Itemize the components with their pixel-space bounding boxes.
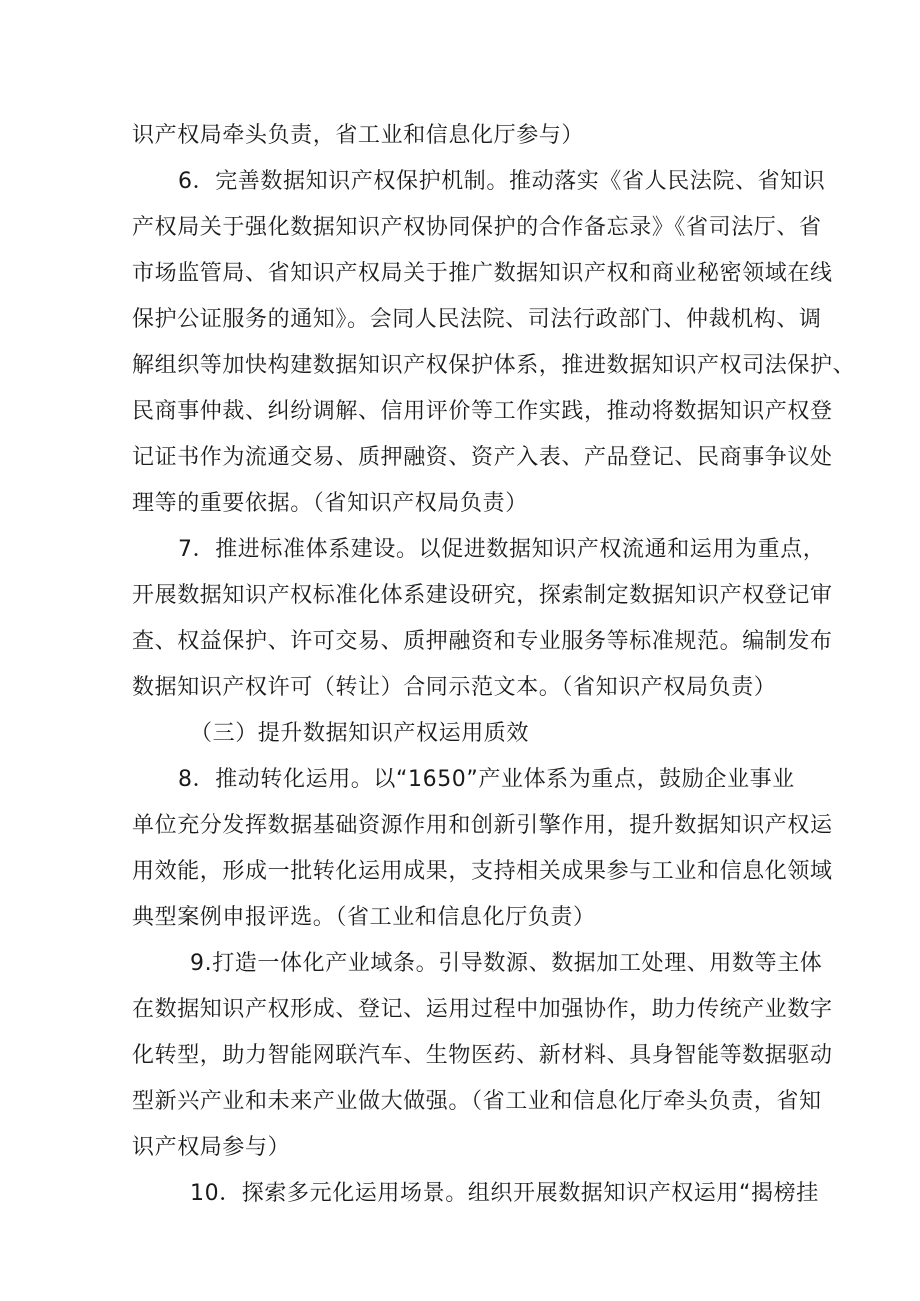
paragraph-9-start: 9.打造一体化产业域条。引导数源、数据加工处理、用数等主体 [190,951,823,976]
text-line: 开展数据知识产权标准化体系建设研究，探索制定数据知识产权登记审 [132,583,833,608]
paragraph-10-start: 10．探索多元化运用场景。组织开展数据知识产权运用“揭榜挂 [190,1181,819,1206]
text-line: 在数据知识产权形成、登记、运用过程中加强协作，助力传统产业数字 [132,997,833,1022]
paragraph-7-start: 7．推进标准体系建设。以促进数据知识产权流通和运用为重点， [178,537,826,562]
section-heading: （三）提升数据知识产权运用质效 [190,721,530,746]
paragraph-6-start: 6．完善数据知识产权保护机制。推动落实《省人民法院、省知识 [178,169,826,194]
text-line: 产权局关于强化数据知识产权协同保护的合作备忘录》《省司法厅、省 [132,215,822,240]
text-line: 查、权益保护、许可交易、质押融资和专业服务等标准规范。编制发布 [132,629,833,654]
text-line: 化转型，助力智能网联汽车、生物医药、新材料、具身智能等数据驱动 [132,1043,833,1068]
text-line: 识产权局参与） [132,1135,291,1160]
text-line: 解组织等加快构建数据知识产权保护体系，推进数据知识产权司法保护、 [132,353,856,378]
text-line: 保护公证服务的通知》。会同人民法院、司法行政部门、仲裁机构、调 [132,307,822,332]
paragraph-8-start: 8．推动转化运用。以“1650”产业体系为重点，鼓励企业事业 [178,767,795,792]
text-line: 理等的重要依据。（省知识产权局负责） [132,491,528,516]
text-line: 型新兴产业和未来产业做大做强。（省工业和信息化厅牵头负责，省知 [132,1089,822,1114]
text-line: 市场监管局、省知识产权局关于推广数据知识产权和商业秘密领域在线 [132,261,833,286]
text-line: 单位充分发挥数据基础资源作用和创新引擎作用，提升数据知识产权运 [132,813,833,838]
text-line: 典型案例申报评选。（省工业和信息化厅负责） [132,905,596,930]
text-line: 记证书作为流通交易、质押融资、资产入表、产品登记、民商事争议处 [132,445,833,470]
text-line: 民商事仲裁、纠纷调解、信用评价等工作实践，推动将数据知识产权登 [132,399,833,424]
text-line: 数据知识产权许可（转让）合同示范文本。（省知识产权局负责） [132,675,777,700]
text-line: 用效能，形成一批转化运用成果，支持相关成果参与工业和信息化领域 [132,859,833,884]
text-line: 识产权局牵头负责，省工业和信息化厅参与） [132,123,585,148]
